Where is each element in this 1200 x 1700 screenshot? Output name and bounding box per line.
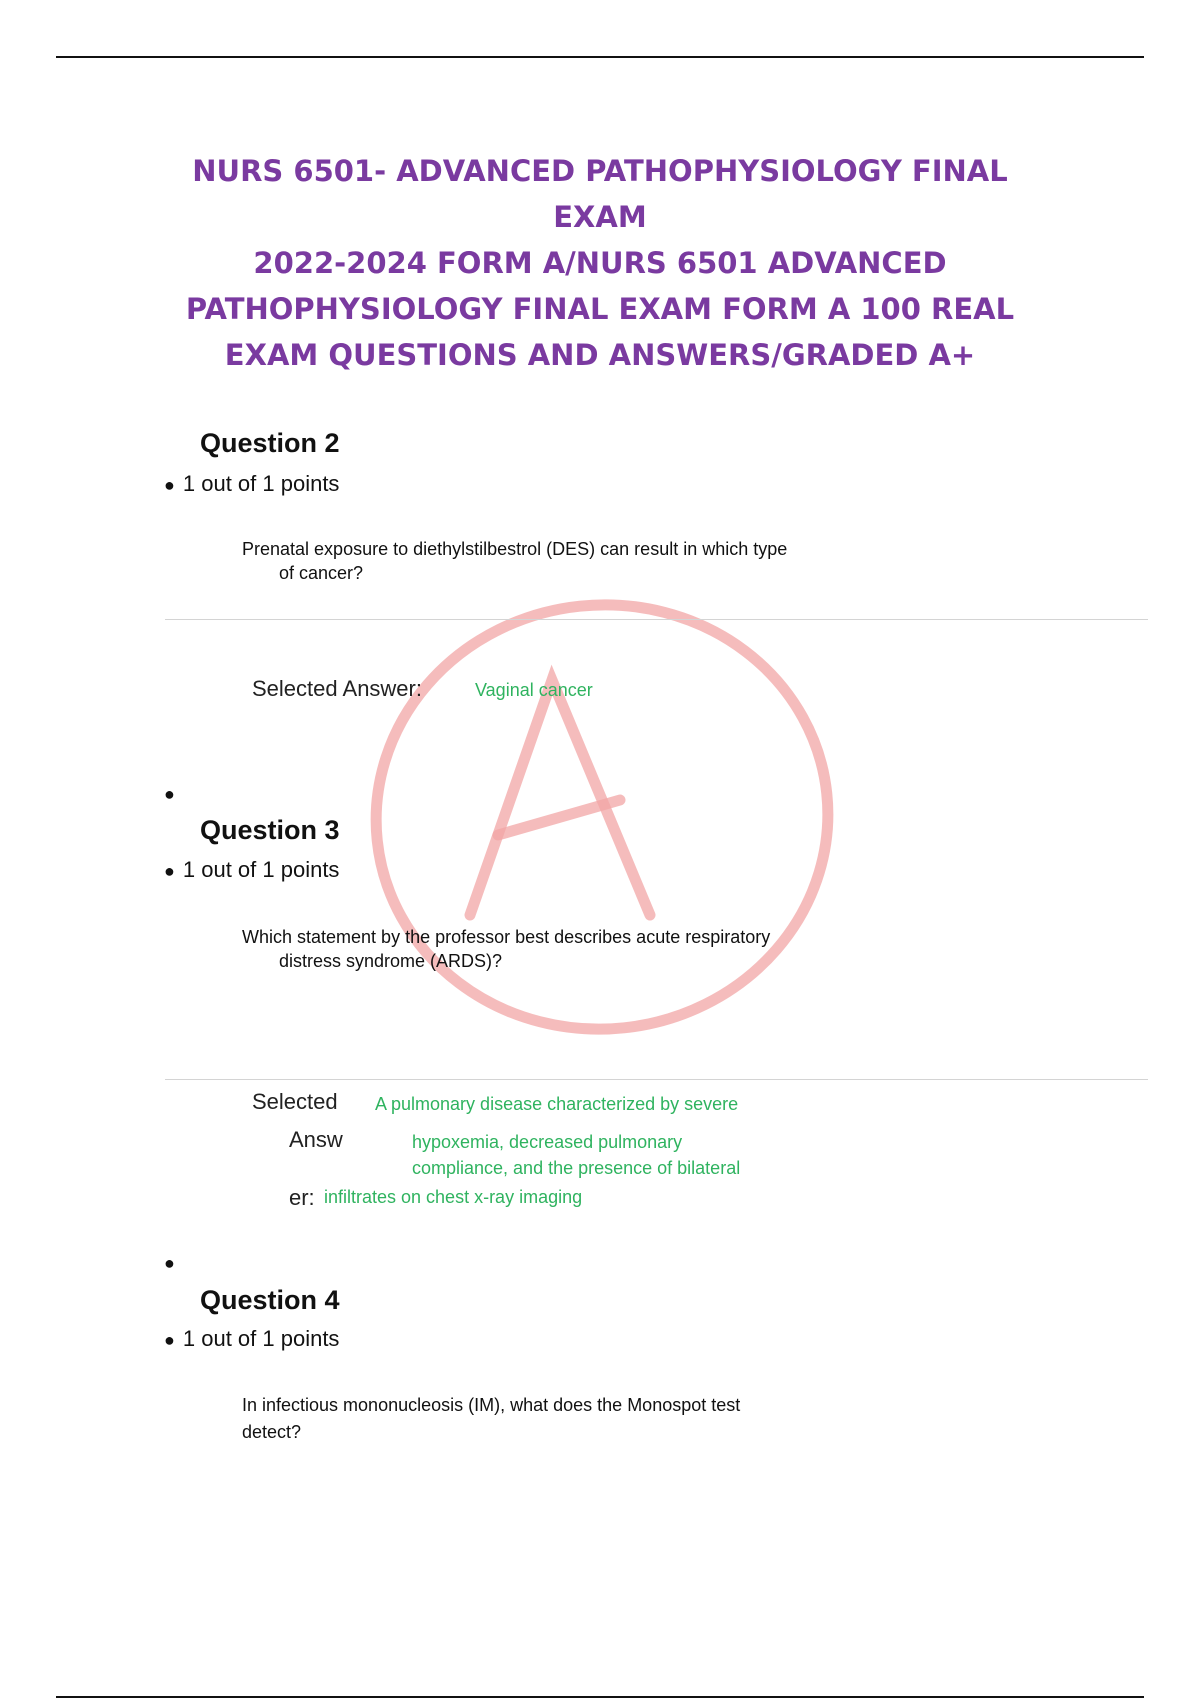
points-line: ● 1 out of 1 points: [164, 857, 340, 882]
selected-answer-label: er:: [289, 1185, 315, 1210]
title-line: EXAM QUESTIONS AND ANSWERS/GRADED A+: [224, 338, 976, 372]
divider: [165, 619, 1148, 620]
question-text-line: distress syndrome (ARDS)?: [279, 951, 503, 971]
question-text: [242, 925, 882, 973]
points-line: ● 1 out of 1 points: [164, 471, 340, 496]
question-text-line: of cancer?: [279, 563, 364, 583]
selected-answer-label: Selected Answer:: [252, 676, 422, 701]
selected-answer-label: Answ: [289, 1127, 343, 1152]
question-title: Question 3: [200, 815, 340, 845]
question-text: [242, 1393, 882, 1444]
question-title: Question 4: [200, 1285, 340, 1315]
divider: [165, 1079, 1148, 1080]
document-title: [150, 148, 1050, 378]
title-line: NURS 6501- ADVANCED PATHOPHYSIOLOGY FINAL EXAM: [192, 154, 1008, 234]
selected-answer-line: hypoxemia, decreased pulmonary: [412, 1132, 683, 1152]
selected-answer-line: compliance, and the presence of bilateral: [412, 1158, 741, 1178]
points-text: 1 out of 1 points: [182, 1326, 340, 1351]
title-line: 2022-2024 FORM A/NURS 6501 ADVANCED: [253, 246, 947, 280]
title-line: PATHOPHYSIOLOGY FINAL EXAM FORM A 100 REAL: [185, 292, 1015, 326]
selected-answer-label: Selected: [252, 1089, 338, 1114]
question-text-line: Which statement by the professor best describes acute respiratory: [242, 927, 771, 947]
selected-answer-line: infiltrates on chest x-ray imaging: [324, 1187, 583, 1207]
question-text-line: In infectious mononucleosis (IM), what does the Monospot test: [242, 1395, 741, 1415]
bottom-rule: [56, 1696, 1144, 1698]
grade-a-watermark: [320, 585, 880, 1065]
question-text-line: detect?: [242, 1422, 302, 1442]
top-rule: [56, 56, 1144, 58]
question-text-line: Prenatal exposure to diethylstilbestrol (DES) can result in which type: [242, 539, 788, 559]
question-title: Question 2: [200, 428, 340, 458]
selected-answer-line: A pulmonary disease characterized by severe: [375, 1094, 739, 1114]
points-text: 1 out of 1 points: [182, 471, 340, 496]
points-text: 1 out of 1 points: [182, 857, 340, 882]
question-text: [242, 537, 882, 585]
bullet: ●: [164, 1253, 175, 1273]
selected-answer-text: Vaginal cancer: [475, 680, 593, 700]
bullet: ●: [164, 784, 175, 804]
points-line: ● 1 out of 1 points: [164, 1326, 340, 1351]
